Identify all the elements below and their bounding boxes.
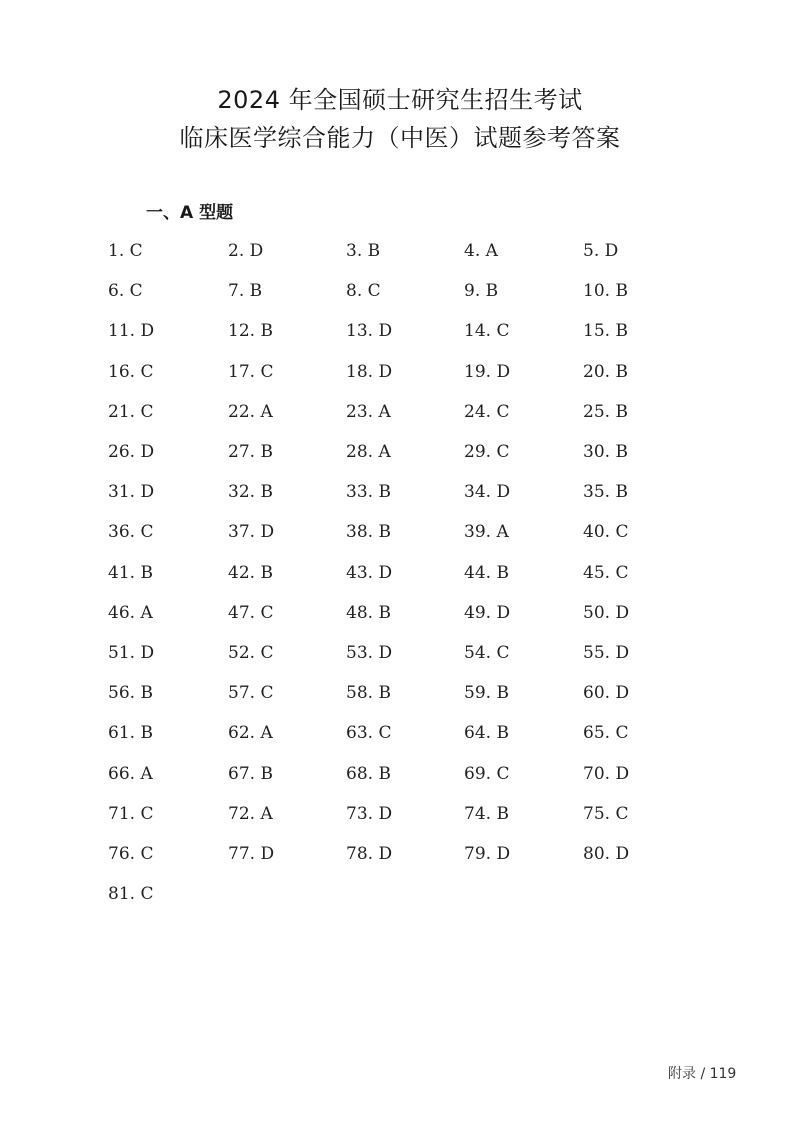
answer-item: 55. D bbox=[583, 643, 630, 663]
answer-item: 81. C bbox=[108, 884, 154, 905]
answer-item: 69. C bbox=[464, 763, 510, 784]
answer-item: 33. B bbox=[346, 482, 391, 503]
answer-item: 27. B bbox=[228, 442, 273, 462]
answer-item: 59. B bbox=[464, 683, 509, 704]
answer-item: 19. D bbox=[464, 361, 511, 382]
answer-item: 23. A bbox=[346, 401, 391, 422]
answer-item: 7. B bbox=[228, 281, 263, 302]
answer-item: 22. A bbox=[228, 401, 273, 422]
answer-item: 5. D bbox=[583, 241, 619, 261]
answer-item: 35. B bbox=[583, 482, 628, 503]
answer-item: 41. B bbox=[108, 562, 153, 583]
answer-item: 49. D bbox=[464, 602, 511, 623]
answer-item: 39. A bbox=[464, 522, 509, 543]
answer-item: 53. D bbox=[346, 643, 393, 663]
page-title-line-1: 2024 年全国硕士研究生招生考试 bbox=[217, 86, 583, 114]
answer-item: 61. B bbox=[108, 723, 153, 744]
answer-item: 34. D bbox=[464, 482, 511, 503]
answer-item: 15. B bbox=[583, 321, 628, 342]
answer-item: 73. D bbox=[346, 803, 393, 824]
answer-item: 76. C bbox=[108, 844, 154, 864]
answer-item: 12. B bbox=[228, 321, 273, 342]
answer-item: 80. D bbox=[583, 844, 630, 864]
answer-item: 62. A bbox=[228, 723, 273, 744]
answer-item: 70. D bbox=[583, 763, 630, 784]
answer-item: 58. B bbox=[346, 683, 391, 704]
answer-item: 1. C bbox=[108, 241, 143, 261]
answer-item: 50. D bbox=[583, 602, 630, 623]
answer-item: 8. C bbox=[346, 281, 381, 302]
answer-item: 31. D bbox=[108, 482, 155, 503]
answer-item: 6. C bbox=[108, 281, 143, 302]
answer-item: 77. D bbox=[228, 844, 275, 864]
answer-item: 72. A bbox=[228, 803, 273, 824]
answer-item: 30. B bbox=[583, 442, 628, 462]
answer-item: 28. A bbox=[346, 442, 391, 462]
section-heading: 一、A 型题 bbox=[146, 203, 234, 223]
answer-item: 45. C bbox=[583, 562, 629, 583]
answer-item: 37. D bbox=[228, 522, 275, 543]
answer-item: 68. B bbox=[346, 763, 391, 784]
answer-item: 13. D bbox=[346, 321, 393, 342]
page-footer: 附录 / 119 bbox=[668, 1066, 737, 1082]
answer-item: 57. C bbox=[228, 683, 274, 704]
answer-item: 79. D bbox=[464, 844, 511, 864]
answer-item: 20. B bbox=[583, 361, 628, 382]
answer-item: 43. D bbox=[346, 562, 393, 583]
answer-item: 24. C bbox=[464, 401, 510, 422]
answer-item: 40. C bbox=[583, 522, 629, 543]
answer-item: 3. B bbox=[346, 241, 381, 261]
answer-item: 44. B bbox=[464, 562, 509, 583]
answer-item: 42. B bbox=[228, 562, 273, 583]
answer-item: 25. B bbox=[583, 401, 628, 422]
answer-item: 10. B bbox=[583, 281, 628, 302]
answer-item: 16. C bbox=[108, 361, 154, 382]
answer-item: 54. C bbox=[464, 643, 510, 663]
answer-item: 26. D bbox=[108, 442, 155, 462]
answer-item: 56. B bbox=[108, 683, 153, 704]
answer-item: 21. C bbox=[108, 401, 154, 422]
answer-item: 11. D bbox=[108, 321, 155, 342]
answer-item: 71. C bbox=[108, 803, 154, 824]
page-title-line-2: 临床医学综合能力（中医）试题参考答案 bbox=[179, 124, 621, 152]
answer-item: 64. B bbox=[464, 723, 509, 744]
answer-item: 2. D bbox=[228, 241, 264, 261]
answer-item: 29. C bbox=[464, 442, 510, 462]
answer-item: 65. C bbox=[583, 723, 629, 744]
answer-item: 75. C bbox=[583, 803, 629, 824]
answer-item: 63. C bbox=[346, 723, 392, 744]
answer-item: 51. D bbox=[108, 643, 155, 663]
answer-item: 14. C bbox=[464, 321, 510, 342]
answer-item: 66. A bbox=[108, 763, 153, 784]
answer-item: 17. C bbox=[228, 361, 274, 382]
answer-item: 67. B bbox=[228, 763, 273, 784]
answer-item: 38. B bbox=[346, 522, 391, 543]
answer-item: 46. A bbox=[108, 602, 153, 623]
answer-item: 48. B bbox=[346, 602, 391, 623]
answer-item: 74. B bbox=[464, 803, 509, 824]
answer-item: 9. B bbox=[464, 281, 499, 302]
answer-item: 52. C bbox=[228, 643, 274, 663]
answer-item: 47. C bbox=[228, 602, 274, 623]
answer-item: 78. D bbox=[346, 844, 393, 864]
answer-item: 36. C bbox=[108, 522, 154, 543]
answer-item: 4. A bbox=[464, 241, 498, 261]
answer-item: 60. D bbox=[583, 683, 630, 704]
answer-item: 18. D bbox=[346, 361, 393, 382]
answer-item: 32. B bbox=[228, 482, 273, 503]
